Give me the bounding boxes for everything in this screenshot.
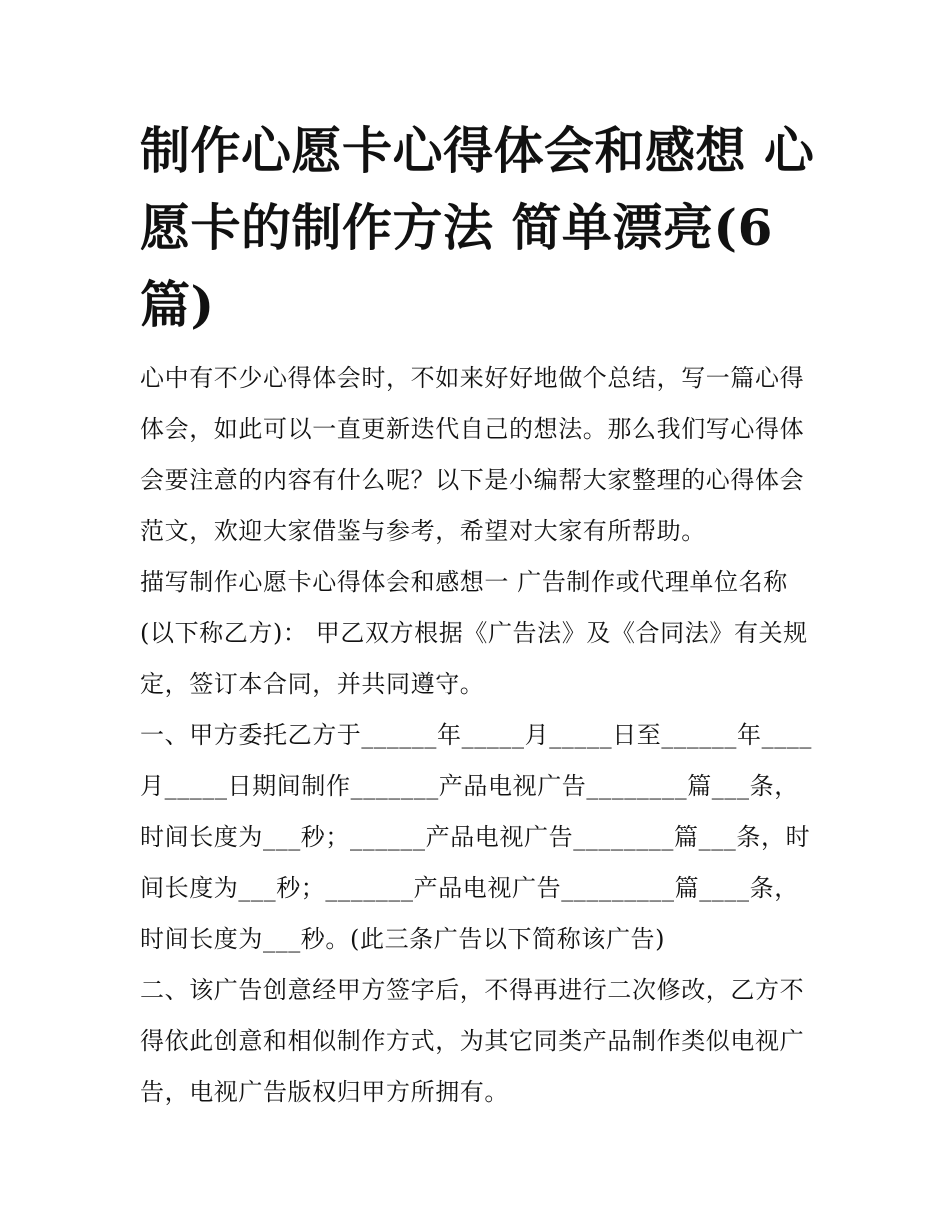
section-one-intro-paragraph: 描写制作心愿卡心得体会和感想一 广告制作或代理单位名称(以下称乙方)： 甲乙双方根据《广告法》及《合同法》有关规定，签订本合同，并共同遵守。 (140, 568, 808, 698)
clause-one-paragraph: 一、甲方委托乙方于______年_____月_____日至______年____月_____日期间制作_______产品电视广告________篇___条，时间长度为___秒；______产品电视广告________篇___条，时间长度为___秒；_______产品电视广告_________篇____条，时间长度为___秒。(此三条广告以下简称该广告) (140, 721, 812, 953)
clause-two-paragraph: 二、该广告创意经甲方签字后，不得再进行二次修改，乙方不得依此创意和相似制作方式，为其它同类产品制作类似电视广告，电视广告版权归甲方所拥有。 (140, 976, 805, 1106)
intro-paragraph: 心中有不少心得体会时，不如来好好地做个总结，写一篇心得体会，如此可以一直更新迭代自己的想法。那么我们写心得体会要注意的内容有什么呢？以下是小编帮大家整理的心得体会范文，欢迎大家借鉴与参考，希望对大家有所帮助。 (140, 364, 805, 545)
document-body (140, 353, 818, 1118)
document-title: 制作心愿卡心得体会和感想 心愿卡的制作方法 简单漂亮(6篇) (140, 121, 815, 334)
